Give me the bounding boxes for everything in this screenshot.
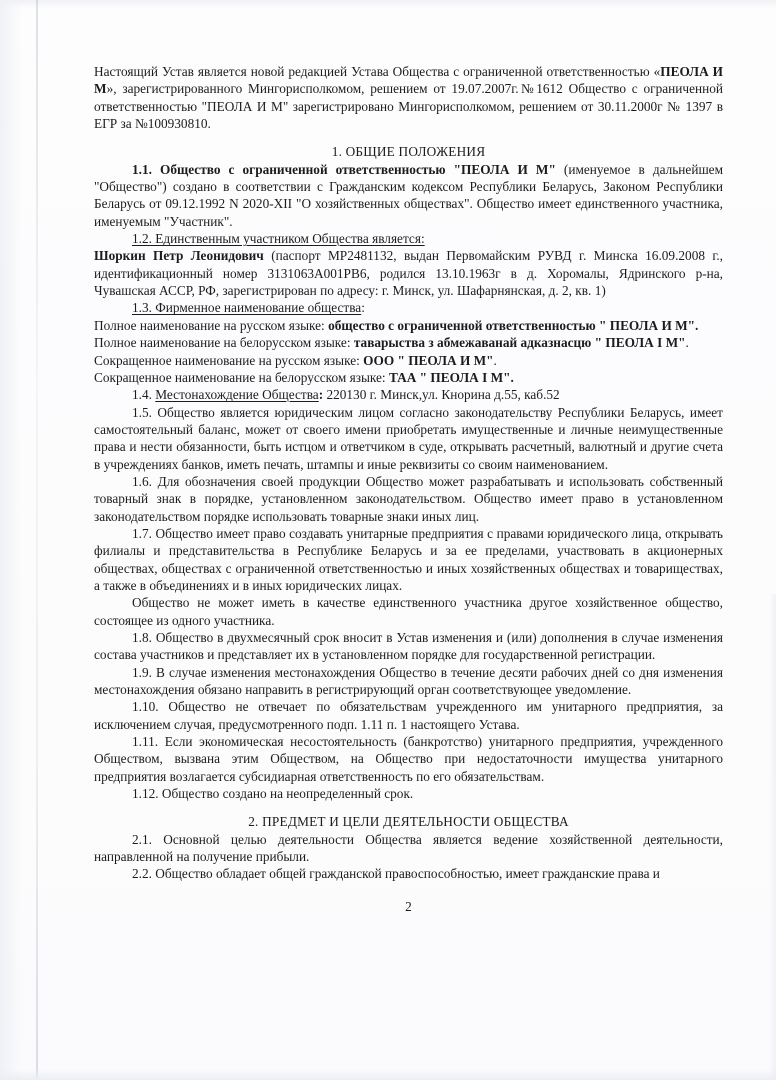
- scan-edge-left: [0, 0, 22, 1080]
- paragraph: [94, 404, 723, 473]
- scan-edge-right: [769, 594, 776, 1080]
- paragraph: [94, 594, 723, 629]
- text-run: 1.3. Фирменное наименование общества: [132, 300, 362, 316]
- page-number: 2: [405, 898, 412, 914]
- text-run: (паспорт МР2481132, выдан Первомайским РУВД г. Минска 16.09.2008 г., идентификационный номер 3131063А001РВ6, родился 13.10.1963г в д. Хоромалы, Ядринского р-на, Чувашская АССР, РФ, зарегистрирован по адресу: г. Минск, ул. Шафарнянская, д. 2, кв. 1): [94, 248, 723, 299]
- text-run: :: [318, 387, 324, 403]
- text-run: .: [685, 335, 689, 351]
- paragraph: [94, 334, 723, 351]
- text-run: 1.1. Общество с ограниченной ответственностью "ПЕОЛА И М": [132, 161, 564, 177]
- text-run: Сокращенное наименование на русском языке:: [94, 352, 364, 368]
- scan-edge-bottom: [0, 1069, 776, 1080]
- paragraph: [94, 230, 723, 247]
- text-run: 1.6. Для обозначения своей продукции Общество может разрабатывать и использовать собственный товарный знак в порядке, установленном законодательством. Общество имеет право в установленном законодательством порядке использовать товарные знаки иных лиц.: [94, 473, 723, 524]
- text-run: 220130 г. Минск,ул. Кнорина д.55, каб.52: [323, 387, 560, 403]
- text-run: Полное наименование на белорусском языке:: [94, 335, 354, 351]
- text-run: ПЕОЛА И М: [94, 64, 723, 97]
- text-run: 1. ОБЩИЕ ПОЛОЖЕНИЯ: [331, 144, 486, 160]
- scan-fold-line: [36, 0, 38, 1080]
- text-run: Полное наименование на русском языке:: [94, 317, 329, 333]
- document-text: [94, 63, 723, 915]
- paragraph: [94, 386, 723, 403]
- paragraph: [94, 247, 723, 299]
- paragraph: [94, 629, 723, 664]
- text-run: 1.8. Общество в двухмесячный срок вносит в Устав изменения и (или) дополнения в случае изменения состава участников и представляет их в установленном порядке для государственной регистрации.: [94, 630, 723, 663]
- text-run: Сокращенное наименование на белорусском языке:: [94, 369, 389, 385]
- text-run: 1.9. В случае изменения местонахождения Общество в течение десяти рабочих дней со дня изменения местонахождения обязано направить в регистрирующий орган соответствующее уведомление.: [94, 664, 723, 698]
- paragraph: [94, 733, 723, 785]
- text-run: 2. ПРЕДМЕТ И ЦЕЛИ ДЕЯТЕЛЬНОСТИ ОБЩЕСТВА: [248, 814, 569, 830]
- paragraph: [94, 352, 723, 369]
- blocks-container: [94, 63, 723, 883]
- paragraph: [94, 698, 723, 733]
- paragraph: [94, 299, 723, 316]
- scan-edge-top: [0, 0, 776, 9]
- text-run: 1.11. Если экономическая несостоятельность (банкротство) унитарного предприятия, учрежденного Обществом, вызвана этим Обществом, на Общество при недостаточности имущества унитарного предприятия возлагается субсидиарная ответственность по его обязательствам.: [94, 734, 723, 784]
- text-run: таварыства з абмежаванай адказнасцю " ПЕОЛА I М": [353, 335, 686, 351]
- text-run: :: [361, 300, 365, 316]
- text-run: Настоящий Устав является новой редакцией Устава Общества с ограниченной ответственностью «: [94, 64, 661, 79]
- paragraph: [94, 63, 723, 132]
- text-run: Местонахождение Общества: [155, 387, 319, 403]
- text-run: (именуемое в дальнейшем "Общество") создано в соответствии с Гражданским кодексом Республики Беларусь, Законом Республики Беларусь от 09.12.1992 N 2020-XII "О хозяйственных обществах". Общество имеет единственного участника, именуемым "Участник".: [94, 161, 723, 229]
- text-run: 2.2. Общество обладает общей гражданской правоспособностью, имеет гражданские права и: [132, 866, 660, 882]
- text-run: 1.5. Общество является юридическим лицом согласно законодательству Республики Беларусь, имеет самостоятельный баланс, может от своего имени приобретать имущественные и личные неимущественные права и нести обязанности, быть истцом и ответчиком в суде, открывать расчетный, валютный и другие счета в учреждениях банков, иметь печать, штампы и иные реквизиты со своим наименованием.: [94, 404, 723, 472]
- text-run: 1.7. Общество имеет право создавать унитарные предприятия с правами юридического лица, открывать филиалы и представительства в Республике Беларусь и за ее пределами, участвовать в акционерных обществах, обществах с ограниченной ответственностью и иных хозяйственных обществах и товариществах, а также в объединениях и в иных юридических лицах.: [94, 525, 723, 593]
- paragraph: [94, 317, 723, 334]
- text-run: 1.10. Общество не отвечает по обязательствам учрежденного им унитарного предприятия, за исключением случая, предусмотренного подп. 1.11 п. 1 настоящего Устава.: [94, 699, 723, 732]
- paragraph: [94, 664, 723, 699]
- text-run: ООО " ПЕОЛА И М": [363, 352, 494, 368]
- section-heading: [94, 143, 723, 160]
- paragraph: [94, 865, 723, 882]
- paragraph: [94, 473, 723, 525]
- paragraph: [94, 369, 723, 386]
- text-run: », зарегистрированного Мингорисполкомом, решением от 19.07.2007г.№1612 Общество с ограниченной ответственностью "ПЕОЛА И М" зарегистрировано Мингорисполкомом, решением от 30.11.2000г № 1397 в ЕГР за №100930810.: [94, 81, 723, 132]
- section-heading: [94, 813, 723, 830]
- text-run: 2.1. Основной целью деятельности Общества является ведение хозяйственной деятельности, направленной на получение прибыли.: [94, 831, 723, 865]
- paragraph: [94, 161, 723, 230]
- text-run: .: [493, 352, 497, 368]
- text-run: Шоркин Петр Леонидович: [94, 248, 272, 264]
- paragraph: [94, 525, 723, 594]
- text-run: 1.4.: [132, 387, 156, 403]
- text-run: ТАА " ПЕОЛА I М".: [388, 369, 514, 385]
- text-run: Общество не может иметь в качестве единственного участника другое хозяйственное общество, состоящее из одного участника.: [94, 595, 723, 628]
- text-run: 1.12. Общество создано на неопределенный срок.: [132, 786, 414, 802]
- paragraph: [94, 831, 723, 866]
- text-run: 1.2. Единственным участником Общества является:: [132, 231, 425, 247]
- paragraph: [94, 785, 723, 802]
- text-run: общество с ограниченной ответственностью " ПЕОЛА И М".: [328, 317, 699, 333]
